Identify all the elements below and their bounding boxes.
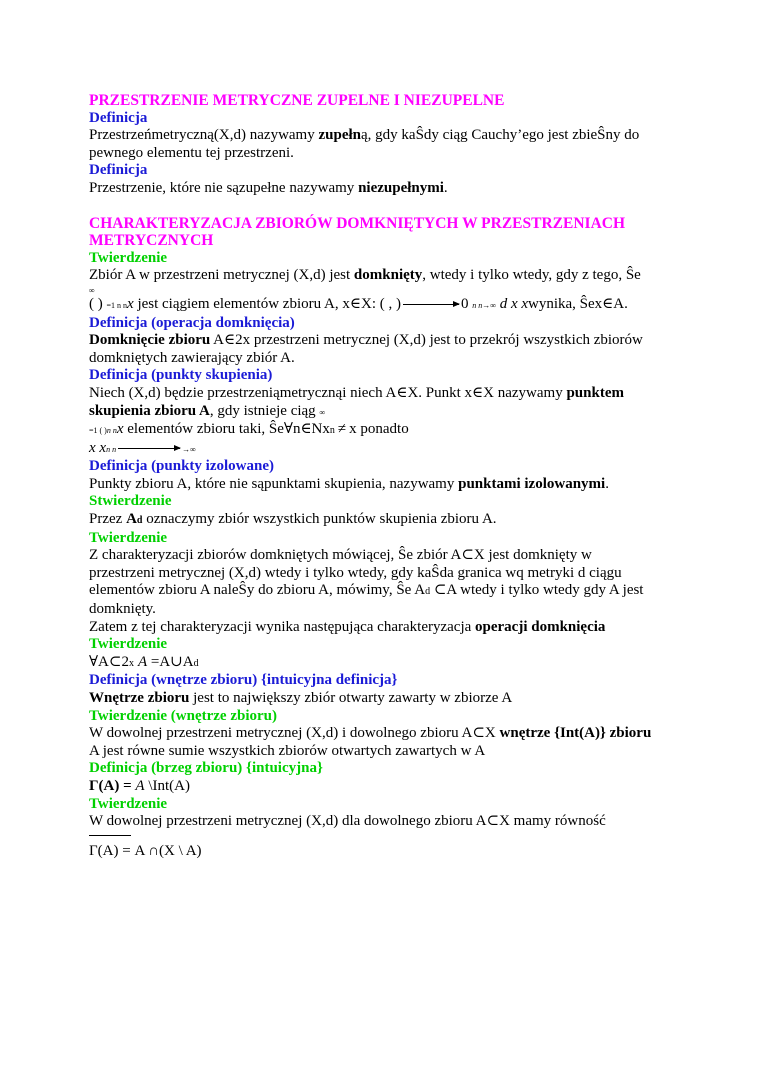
formula-line (89, 440, 689, 459)
text-run: ⊂A wtedy i tylko wtedy gdy A jest (430, 582, 644, 599)
text-run: 0 (460, 295, 473, 312)
formula-index: d (193, 657, 199, 669)
formula-index: n (329, 425, 335, 437)
text-run: ( ) (89, 295, 107, 312)
definition-label: Definicja (punkty skupienia) (89, 367, 273, 384)
text-run: A∈2x przestrzeni metrycznej (X,d) jest to przekrój wszystkich zbiorów (210, 332, 643, 349)
text-run: \Int(A) (144, 777, 190, 794)
text-run: =A∪A (147, 653, 194, 670)
definition-label: Definicja (89, 162, 148, 179)
definition-text (89, 476, 689, 494)
section-heading-closed-sets: CHARAKTERYZACJA ZBIORÓW DOMKNIĘTYCH W PRZESTRZENIACH (89, 214, 626, 232)
definition-label: Definicja (89, 109, 148, 126)
definition-label: Definicja (brzeg zbioru) {intuicyjna} (89, 760, 323, 777)
formula-index: n n (106, 426, 117, 436)
definition-text (89, 385, 689, 403)
text-run: jest to największy zbiór otwarty zawarty w zbiorze A (189, 690, 513, 706)
arrow-icon (118, 448, 180, 449)
theorem-text: przestrzeni metrycznej (X,d) wtedy i tylko wtedy, gdy kaŜda granica wq metryki d ciągu (89, 564, 622, 581)
theorem-text: W dowolnej przestrzeni metrycznej (X,d) dla dowolnego zbioru A⊂X mamy równość (89, 813, 606, 830)
arrow-icon (403, 304, 459, 305)
theorem-text (89, 725, 689, 743)
theorem-label: Twierdzenie (89, 249, 168, 266)
overline-bar (89, 831, 689, 843)
text-run: . (443, 179, 448, 196)
definition-text (89, 403, 689, 422)
formula-index: n n→∞ (472, 300, 496, 310)
formula-index: =1 ( ) (89, 426, 107, 436)
formula-index: d (136, 515, 143, 527)
formula-var: A (131, 777, 145, 794)
section-heading-complete-spaces: PRZESTRZENIE METRYCZNE ZUPELNE I NIEZUPELNE (89, 92, 505, 109)
not-equal-sign: ≠ (337, 421, 347, 438)
text-run: Punkty zbioru A, które nie sąpunktami skupienia, nazywamy (89, 475, 459, 492)
formula-var: A (137, 653, 148, 670)
formula-superscript: ∞ (319, 407, 326, 417)
formula-index: →∞ (182, 444, 196, 454)
formula-line (89, 296, 689, 315)
text-run: Niech (X,d) będzie przestrzeniąmetrycznąi niech A∈X. Punkt x∈X nazywamy (89, 384, 567, 401)
formula-line (89, 778, 689, 796)
formula-index: x (128, 657, 134, 669)
theorem-label: Twierdzenie (wnętrze zbioru) (89, 707, 277, 724)
formula-index: n n (106, 444, 117, 454)
text-run: W dowolnej przestrzeni metrycznej (X,d) i dowolnego zbioru A⊂X (89, 725, 500, 742)
statement-text (89, 511, 689, 530)
text-run: Zbiór A w przestrzeni metrycznej (X,d) jest (89, 267, 354, 284)
definition-text (89, 332, 689, 350)
bold-term: punktem (566, 384, 624, 401)
theorem-text: Z charakteryzacji zbiorów domkniętych mówiącej, Ŝe zbiór A⊂X jest domknięty w (89, 547, 592, 564)
theorem-text: domknięty. (89, 601, 156, 618)
text-run: oznaczymy zbiór wszystkich punktów skupienia zbioru A. (142, 511, 497, 528)
text-run: Przestrzeńmetryczną(X,d) nazywamy (89, 127, 319, 144)
definition-text (89, 127, 689, 145)
definition-text: domkniętych zawierający zbiór A. (89, 349, 295, 366)
bold-term: niezupełnymi (358, 179, 444, 196)
text-run: . (605, 475, 609, 492)
theorem-text: A jest równe sumie wszystkich zbiorów otwartych zawartych w A (89, 742, 486, 759)
formula-line: Γ(A) = A ∩(X \ A) (89, 842, 202, 859)
text-run: x ponadto (349, 421, 409, 438)
bold-term: Γ(A) = (89, 777, 132, 794)
text-run: jest ciągiem elementów zbioru A, x∈X: ( , ) (133, 295, 401, 312)
bold-term: skupienia zbioru A (89, 402, 210, 419)
text-run: , wtedy i tylko wtedy, gdy z tego, Ŝe (422, 267, 641, 284)
formula-var: d x x (495, 295, 529, 312)
text-run: ∀A⊂2 (89, 653, 129, 670)
text-run: elementów zbioru A naleŜy do zbioru A, mówimy, Ŝe A (89, 582, 426, 599)
bold-term: operacji domknięcia (475, 618, 606, 635)
document-page (89, 92, 689, 860)
formula-superscript: ∞ (89, 285, 95, 295)
bold-term: zupełn (318, 127, 361, 144)
definition-text: pewnego elementu tej przestrzeni. (89, 144, 294, 161)
formula-index: =1 n n (106, 300, 128, 310)
text-run: Zatem z tej charakteryzacji wynika następująca charakteryzacja (89, 618, 476, 635)
definition-text (89, 180, 689, 198)
formula-line (89, 654, 689, 673)
bold-term: Wnętrze zbioru (89, 690, 190, 706)
bold-term: A (126, 511, 137, 528)
formula-var: x (127, 295, 134, 312)
theorem-text (89, 619, 689, 637)
formula-var: x x (89, 439, 107, 456)
definition-label: Definicja (punkty izolowane) (89, 458, 274, 475)
text-run: Przez (89, 511, 127, 528)
statement-label: Stwierdzenie (89, 493, 172, 510)
definition-label: Definicja (wnętrze zbioru) {intuicyjna definicja} (89, 672, 398, 689)
bold-term: punktami izolowanymi (458, 475, 606, 492)
theorem-text (89, 582, 689, 601)
formula-line (89, 421, 689, 440)
text-run: ą, gdy kaŜdy ciąg Cauchy’ego jest zbieŜny do (361, 127, 640, 144)
bold-term: Domknięcie zbioru (89, 332, 211, 349)
definition-label: Definicja (operacja domknięcia) (89, 314, 295, 331)
bold-term: domknięty (353, 267, 423, 284)
text-run: , gdy istnieje ciąg (209, 402, 320, 419)
formula-index: d (425, 586, 431, 598)
text-run: wynika, Ŝex∈A. (528, 295, 628, 312)
bold-term: wnętrze {Int(A)} zbioru (499, 725, 652, 742)
definition-text (89, 690, 689, 708)
theorem-text (89, 267, 689, 285)
section-heading-closed-sets-cont: METRYCZNYCH (89, 232, 214, 250)
text-run: Przestrzenie, które nie sązupełne nazywamy (89, 179, 359, 196)
theorem-label: Twierdzenie (89, 636, 168, 653)
theorem-label: Twierdzenie (89, 795, 168, 812)
theorem-label: Twierdzenie (89, 529, 168, 546)
text-run: elementów zbioru taki, Ŝe∀n∈Nx (123, 421, 330, 438)
formula-var: x (116, 421, 124, 438)
